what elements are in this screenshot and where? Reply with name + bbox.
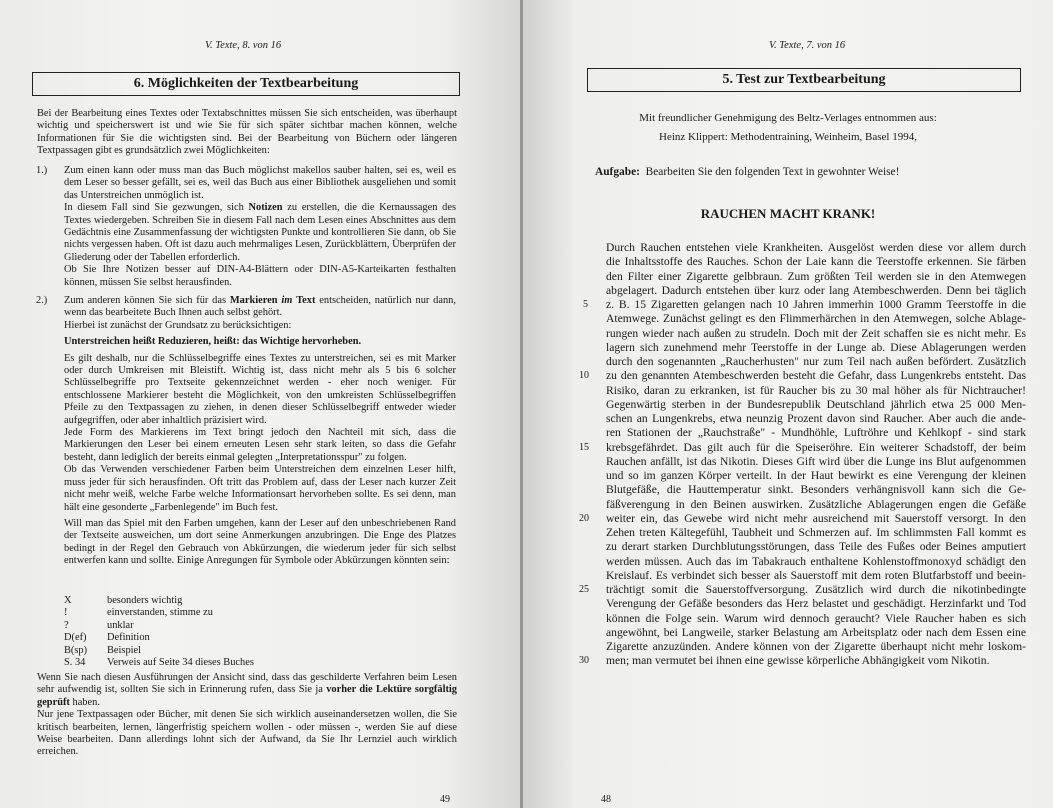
article-line: den Filter einer Zigarette gelbbraun. Zum größten Teil werden sie in den Atemwegen — [606, 269, 1026, 283]
article-body — [606, 241, 1026, 669]
left-section-title: 6. Möglichkeiten der Textbearbeitung — [32, 72, 460, 96]
symbol-list — [64, 595, 456, 669]
notizen-bold: Notizen — [248, 202, 283, 214]
right-page — [523, 0, 1053, 808]
article-line: durch den sogenannten „Raucherhusten" nur zum Teil nach außen befördert. Zusätzlich — [606, 355, 1026, 368]
article-line: Zehen treten Kältegefühl, Taubheit und Schmerzen auf. Im schlimmsten Fall kommt es — [606, 526, 1026, 539]
symbol-meaning: Definition — [107, 632, 150, 644]
article-line: Gegenwärtig sterben in der Bundesrepublik Deutschland jährlich etwa 25 000 Men- — [606, 397, 1026, 411]
task-line — [595, 166, 899, 178]
article-line: Durch Rauchen entstehen viele Krankheiten. Ausgelöst werden diese vor allem durch — [606, 241, 1026, 254]
symbol-meaning: Verweis auf Seite 34 dieses Buches — [107, 657, 254, 669]
symbol-meaning: besonders wichtig — [107, 595, 183, 606]
symbol-abbreviation: X — [64, 595, 72, 606]
line-number: 30 — [579, 655, 589, 667]
symbol-row — [64, 657, 456, 669]
article-line: men; man vermutet bei ihnen eine gewisse körperliche Abhängigkeit vom Nikotin. — [606, 654, 990, 668]
right-running-head: V. Texte, 7. von 16 — [769, 40, 846, 51]
article-line: ren Stationen der „Rauchstraße" - Mundhöhle, Luftröhre und Kehlkopf - sind stark — [606, 426, 1026, 440]
right-section-title: 5. Test zur Textbearbeitung — [587, 68, 1021, 92]
symbol-row — [64, 620, 456, 632]
article-line: Atemwege. Zunächst gelingt es den Flimmerhärchen in den Atemwegen, solche Ablage- — [606, 312, 1026, 326]
article-line: rungen wieder nach außen zu strudeln. Doch mit der Zeit schaffen sie es nicht mehr. Es — [606, 326, 1026, 340]
item2-paragraph-6: Will man das Spiel mit den Farben umgehen, kann der Leser auf den unbeschriebenen Rand der Textseite ausweichen, um dort seine Anmerkungen anzubringen. Die Enge des Platzes bedingt in der Regel den Gebrauch von Abkürzungen, die wiederum jeder für sich selbst entwerfen kann und sollte. Einige Anregungen für Symbole oder Abkürzungen könnten sein: — [64, 517, 456, 567]
item1-body — [64, 165, 456, 289]
article-line: fäßverengung in den Beinen auswirken. Zusätzliche Ablagerungen engen die Gefäße — [606, 497, 1026, 511]
symbol-abbreviation: ? — [64, 619, 69, 631]
symbol-row — [64, 645, 456, 657]
left-page-number: 49 — [440, 794, 450, 805]
article-line: die Inhaltsstoffe des Rauches. Schon der Laie kann die Teerstoffe erkennen. Sie färben — [606, 255, 1026, 269]
item1-paragraph-2: In diesem Fall sind Sie gezwungen, sich Notizen zu erstellen, die die Kernaussagen des Textes wiedergeben. Schreiben Sie in diesem Fall nach dem Lesen eines Abschnittes aus dem Gedächtnis eine Zusammenfassung der wichtigsten Punkte und kontrollieren Sie dann, ob Sie nichts vergessen haben. Oft ist dazu auch mehrmaliges Lesen, Zurückblättern, Überprüfen der Gliederung oder der Tabellen erforderlich. — [64, 202, 456, 263]
line-number: 10 — [579, 370, 589, 382]
item1-paragraph-3: Ob Sie Ihre Notizen besser auf DIN-A4-Blättern oder DIN-A5-Karteikarten festhalten können, müssen Sie selbst herausfinden. — [64, 264, 456, 288]
symbol-row — [64, 607, 456, 619]
left-page — [0, 0, 520, 808]
permission-note — [523, 110, 1053, 145]
article-line: Blutgefäße, die Hauttemperatur sinkt. Besonders verhängnisvoll kann sich die Ge- — [606, 483, 1026, 497]
closing-paragraph-2: Nur jene Textpassagen oder Bücher, mit denen Sie sich wirklich auseinandersetzen wollen, die Sie kritisch bearbeiten, lernen, längerfristig speichern wollen - oder müssen -, werden Sie auf diese Weise bearbeiten. Dann allerdings lohnt sich der Aufwand, da Sie Ihr Lernziel auch wirklich erreichen. — [37, 709, 457, 758]
article-line: Verengung der Gefäße besonders das Herz belastet und geschädigt. Herzinfarkt und Tod — [606, 597, 1026, 611]
left-running-head: V. Texte, 8. von 16 — [205, 40, 282, 51]
article-line: zu den genannten Atembeschwerden besteht die Gefahr, dass Lungenkrebs entsteht. Das — [606, 369, 1026, 383]
left-intro: Bei der Bearbeitung eines Textes oder Textabschnittes müssen Sie sich entscheiden, was überhaupt wichtig und speicherswert ist und wie Sie für sich später sichtbar machen können, welche Informationen für Sie die wichtigsten sind. Bei der Bearbeitung von Büchern oder längeren Textpassagen gibt es grundsätzlich zwei Möglichkeiten: — [37, 108, 457, 157]
symbol-abbreviation: ! — [64, 607, 68, 619]
article-line: angewöhnt, bei Langweile, starker Belastung am Arbeitsplatz oder nach dem Essen eine — [606, 625, 1026, 639]
article-line: trächtigt somit die Sauerstoffversorgung. Zusätzlich wird durch die nikotinbedingte — [606, 583, 1026, 596]
article-line: werden müssen. Auch das im Tabakrauch enthaltene Kohlenstoffmonoxyd schädigt den — [606, 554, 1026, 568]
item2-body — [64, 295, 456, 568]
article-title: RAUCHEN MACHT KRANK! — [700, 206, 876, 221]
article-line: lagern sich zunehmend mehr Teerstoffe in der Lunge ab. Diese Ablagerungen werden — [606, 340, 1026, 354]
article-line: Risiko, daran zu erkranken, ist für Raucher bis zu 30 mal höher als für Nichtraucher! — [606, 383, 1026, 397]
item1-paragraph-1: Zum einen kann oder muss man das Buch möglichst makellos sauber halten, sei es, weil es dem Leser so besser gefällt, sei es, weil das Buch aus einer Bibliothek ausgeliehen und somit das Unterstreichen unmöglich ist. — [64, 165, 456, 201]
symbol-meaning: Beispiel — [107, 644, 142, 656]
closing-paragraph-1: Wenn Sie nach diesen Ausführungen der Ansicht sind, dass das geschilderte Verfahren beim Lesen sehr aufwendig ist, sollten Sie sich in Erinnerung rufen, dass Sie ja vorher die Lektüre sorgfältig geprüft haben. — [37, 672, 457, 708]
task-text: Bearbeiten Sie den folgenden Text in gewohnter Weise! — [645, 166, 900, 178]
item2-paragraph-2: Hierbei ist zunächst der Grundsatz zu berücksichtigen: — [64, 319, 292, 331]
item2-paragraph-3: Es gilt deshalb, nur die Schlüsselbegriffe eines Textes zu unterstreichen, sei es mit Marker oder durch Umkreisen mit Bleistift. Wichtig ist, dass nicht mehr als 5 bis 6 solcher Schlüsselbegriffe pro Textseite gekennzeichnet werden - eher noch weniger. Für entschlossene Markierer besteht die Möglichkeit, von den umkreisten Schlüsselbegriffen Pfeile zu den Textpassagen zu ziehen, in denen dieser Schlüsselbegriff entweder wieder aufgegriffen, oder aber inhaltlich präzisiert wird. — [64, 352, 456, 426]
symbol-abbreviation: D(ef) — [64, 632, 87, 644]
article-line: schen an Lungenkrebs, etwa neunzig Prozent davon sind Raucher. Aber auch die ande- — [606, 412, 1026, 425]
article-line: krebsgefährdet. Das gilt auch für die Speiseröhre. Ein weiterer Schadstoff, der beim — [606, 440, 1026, 454]
permission-line-2: Heinz Klippert: Methodentraining, Weinheim, Basel 1994, — [659, 131, 917, 143]
item2-heading: Unterstreichen heißt Reduzieren, heißt: das Wichtige hervorheben. — [64, 336, 362, 348]
right-page-number: 48 — [601, 794, 611, 805]
line-number: 15 — [579, 441, 589, 453]
line-number: 25 — [579, 584, 589, 595]
item2-paragraph-4: Jede Form des Markierens im Text bringt jedoch den Nachteil mit sich, dass die Markierungen den Leser bei einem erneuten Lesen sehr stark leiten, so dass die Gefahr besteht, dann lediglich der bereits einmal gelegten „Interpretationsspur" zu folgen. — [64, 427, 456, 463]
symbol-abbreviation: B(sp) — [64, 644, 88, 656]
article-line: zu derart starken Durchblutungsstörungen, dass Teile des Fußes oder Beines amputiert — [606, 540, 1026, 554]
item2-paragraph-1: Zum anderen können Sie sich für das Markieren im Text entscheiden, natürlich nur dann, wenn das bearbeitete Buch Ihnen auch selbst gehört. — [64, 295, 456, 319]
line-number: 20 — [579, 512, 589, 524]
article-line: Kreislauf. Es verbindet sich besser als Sauerstoff mit dem roten Blutfarbstoff und beein- — [606, 568, 1026, 582]
article-line: Rauchen anfällt, ist das Nikotin. Dieses Gift wird über die Lunge ins Blut aufgenommen — [606, 454, 1026, 468]
article-line: z. B. 15 Zigaretten gelangen nach 10 Jahren immerhin 1000 Gramm Teerstoffe in die — [606, 298, 1026, 311]
symbol-meaning: einverstanden, stimme zu — [107, 607, 213, 619]
article-line: Zigarette anzuzünden. Andere können von der Zigarette überhaupt nicht mehr loskom- — [606, 640, 1026, 653]
item2-number: 2.) — [36, 295, 48, 306]
symbol-row — [64, 632, 456, 644]
symbol-row — [64, 595, 456, 607]
item1-number: 1.) — [36, 165, 48, 176]
left-closing — [37, 672, 457, 759]
item2-paragraph-5: Ob das Verwenden verschiedener Farben beim Unterstreichen dem einzelnen Leser hilft, muss jeder für sich herausfinden. Oft tritt das Problem auf, dass der Leser nach kurzer Zeit nicht mehr weiß, welche Farbe welche Informationsart hervorheben sollte. Es sei denn, man hält eine gesonderte „Farbenlegende" im Buch fest. — [64, 464, 456, 513]
line-number: 5 — [583, 299, 588, 310]
article-line: können die Folge sein. Warum wird dennoch geraucht? Viele Raucher haben es sich — [606, 611, 1026, 625]
permission-line-1: Mit freundlicher Genehmigung des Beltz-Verlages entnommen aus: — [639, 112, 937, 124]
symbol-meaning: unklar — [107, 619, 134, 631]
article-line: und so im ganzen Körper verteilt. In der Haut bewirkt es eine Verengung der kleinen — [606, 469, 1026, 482]
article-line: weiter ein, das Gewebe wird nicht mehr ausreichend mit Sauerstoff versorgt. In den — [606, 511, 1026, 525]
article-line: abgelagert. Dadurch entstehen über kurz oder lang Atembeschwerden. Denn bei täglich — [606, 283, 1026, 297]
symbol-abbreviation: S. 34 — [64, 657, 86, 669]
task-label: Aufgabe: — [595, 166, 640, 178]
